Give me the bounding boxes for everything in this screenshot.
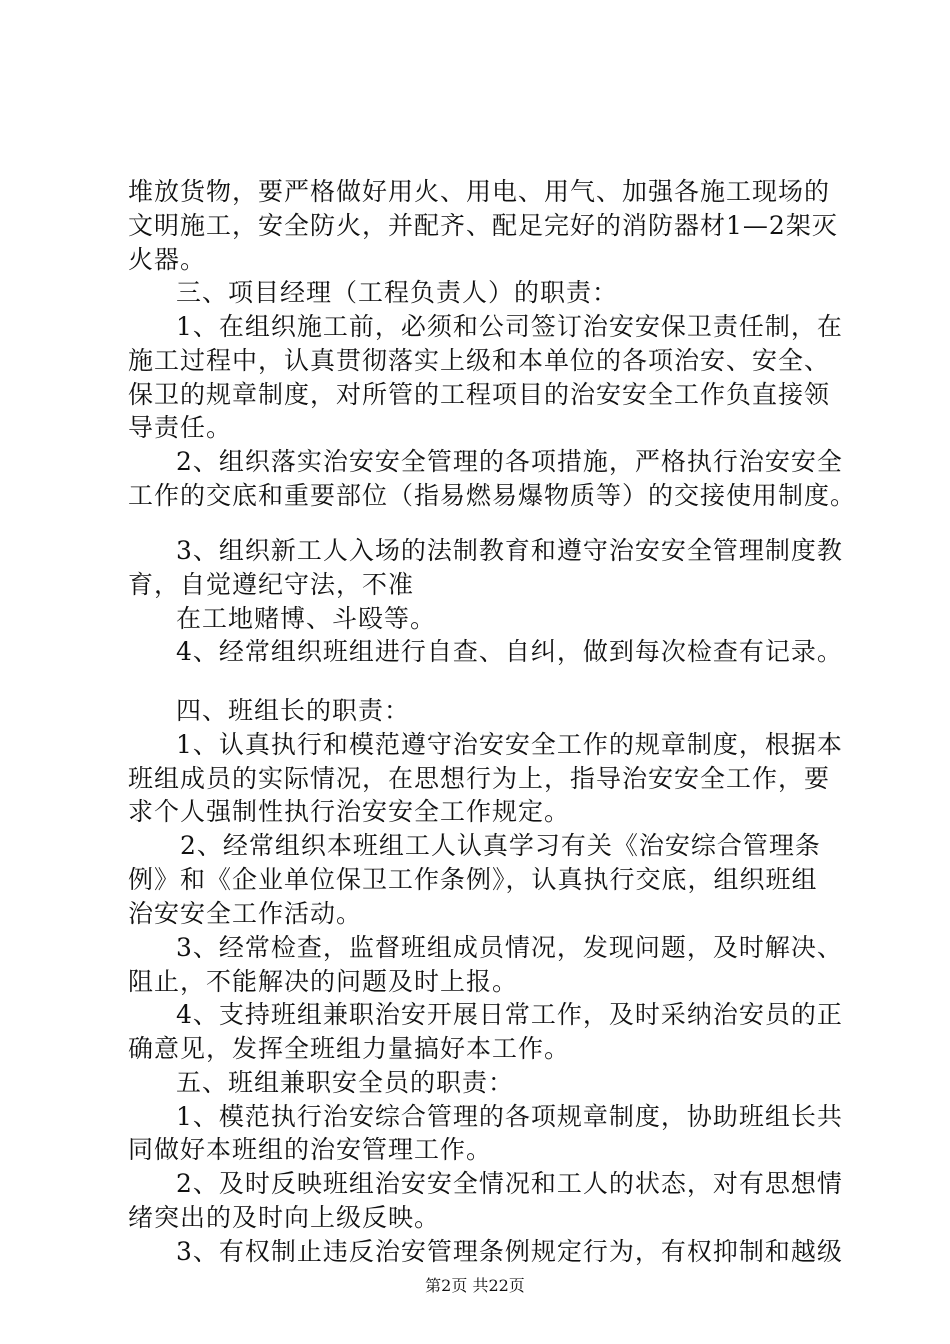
body-text-line: 3、有权制止违反治安管理条例规定行为，有权抑制和越级 — [176, 1237, 843, 1266]
body-text-line: 2、经常组织本班组工人认真学习有关《治安综合管理条 — [180, 831, 821, 860]
section-heading: 三、项目经理（工程负责人）的职责： — [176, 278, 619, 307]
body-text-line: 施工过程中，认真贯彻落实上级和本单位的各项治安、安全、 — [128, 346, 831, 375]
body-text-line: 3、组织新工人入场的法制教育和遵守治安安全管理制度教 — [176, 536, 843, 565]
page-footer: 第2页 共22页 — [425, 1276, 525, 1295]
body-text-line: 求个人强制性执行治安安全工作规定。 — [128, 797, 571, 826]
body-text-line: 治安安全工作活动。 — [128, 899, 363, 928]
body-text-line: 确意见，发挥全班组力量搞好本工作。 — [128, 1034, 571, 1063]
body-text-line: 3、经常检查，监督班组成员情况，发现问题，及时解决、 — [176, 933, 843, 962]
body-text-line: 例》和《企业单位保卫工作条例》，认真执行交底，组织班组 — [128, 865, 818, 894]
body-text-line: 在工地赌博、斗殴等。 — [176, 604, 437, 633]
body-text-line: 1、认真执行和模范遵守治安安全工作的规章制度，根据本 — [176, 730, 843, 759]
body-text-line: 导责任。 — [128, 413, 233, 442]
body-text-line: 文明施工，安全防火，并配齐、配足完好的消防器材1—2架灭 — [128, 211, 838, 240]
body-text-line: 2、及时反映班组治安安全情况和工人的状态，对有思想情 — [176, 1169, 843, 1198]
body-text-line: 育，自觉遵纪守法，不准 — [128, 570, 415, 599]
body-text-line: 同做好本班组的治安管理工作。 — [128, 1135, 493, 1164]
body-text-line: 工作的交底和重要部位（指易燃易爆物质等）的交接使用制度。 — [128, 481, 857, 510]
body-text-line: 4、经常组织班组进行自查、自纠，做到每次检查有记录。 — [176, 637, 843, 666]
body-text-line: 1、在组织施工前，必须和公司签订治安安保卫责任制，在 — [176, 312, 843, 341]
body-text-line: 保卫的规章制度，对所管的工程项目的治安安全工作负直接领 — [128, 380, 831, 409]
body-text-line: 阻止，不能解决的问题及时上报。 — [128, 967, 519, 996]
body-text-line: 1、模范执行治安综合管理的各项规章制度，协助班组长共 — [176, 1102, 843, 1131]
section-heading: 四、班组长的职责： — [176, 696, 411, 725]
section-heading: 五、班组兼职安全员的职责： — [176, 1068, 515, 1097]
body-text-line: 班组成员的实际情况，在思想行为上，指导治安安全工作，要 — [128, 764, 831, 793]
body-text-line: 火器。 — [128, 245, 207, 274]
body-text-line: 绪突出的及时向上级反映。 — [128, 1203, 441, 1232]
body-text-line: 堆放货物，要严格做好用火、用电、用气、加强各施工现场的 — [128, 177, 831, 206]
body-text-line: 2、组织落实治安安全管理的各项措施，严格执行治安安全 — [176, 447, 843, 476]
body-text-line: 4、支持班组兼职治安开展日常工作，及时采纳治安员的正 — [176, 1000, 843, 1029]
